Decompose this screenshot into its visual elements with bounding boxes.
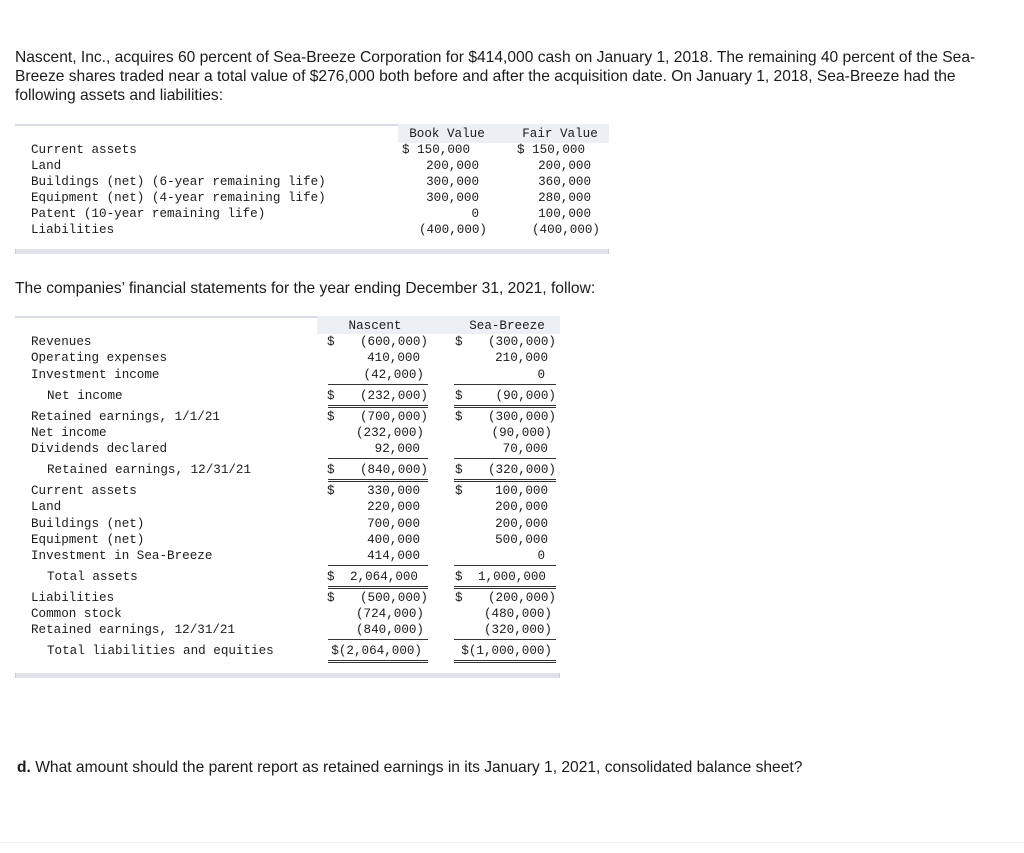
sea-breeze-value: 100,000 (495, 484, 548, 498)
table-row-label: Investment income (31, 368, 160, 382)
table-row-label: Buildings (net) (31, 517, 145, 531)
table-cell-book: 300,000 (426, 175, 479, 189)
nascent-dollar-sign: $ (327, 335, 335, 349)
table-row-label: Retained earnings, 12/31/21 (47, 463, 252, 477)
total-double-rule (328, 405, 428, 408)
table-row-label: Revenues (31, 335, 92, 349)
total-double-rule (328, 660, 428, 663)
table-cell-fair: $ 150,000 (517, 143, 586, 157)
total-double-rule (328, 479, 428, 482)
subtotal-rule (328, 458, 428, 459)
nascent-value: 700,000 (367, 517, 420, 531)
sea-breeze-value: 210,000 (495, 351, 548, 365)
table-row-label: Current assets (31, 484, 137, 498)
table-row-label: Liabilities (31, 591, 115, 605)
nascent-dollar-sign: $ (327, 591, 335, 605)
nascent-value: (42,000) (363, 368, 424, 382)
nascent-value: (840,000) (355, 623, 424, 637)
sea-breeze-dollar-sign: $ (455, 389, 463, 403)
sea-breeze-value: (90,000) (495, 389, 556, 403)
question-text: What amount should the parent report as retained earnings in its January 1, 2021, consolidated balance sheet? (35, 759, 803, 776)
subtotal-rule (328, 639, 428, 640)
nascent-value: 330,000 (367, 484, 420, 498)
bottom-divider (0, 842, 1024, 843)
question-d (17, 758, 1007, 777)
nascent-dollar-sign: $ (327, 570, 335, 584)
nascent-value: (232,000) (359, 389, 428, 403)
sea-breeze-dollar-sign: $ (455, 484, 463, 498)
nascent-value: (700,000) (359, 410, 428, 424)
sea-breeze-dollar-sign: $ (455, 410, 463, 424)
sea-breeze-value: (300,000) (487, 410, 556, 424)
subtotal-rule (328, 384, 428, 385)
total-double-rule (328, 586, 428, 589)
sea-breeze-value: 200,000 (495, 500, 548, 514)
table-row-label: Patent (10-year remaining life) (31, 207, 266, 221)
table-row-label: Retained earnings, 1/1/21 (31, 410, 220, 424)
nascent-value: 2,064,000 (349, 570, 418, 584)
nascent-value: (840,000) (359, 463, 428, 477)
table-row-label: Common stock (31, 607, 122, 621)
table-cell-book: 0 (471, 207, 479, 221)
table-row-label: Buildings (net) (6-year remaining life) (31, 175, 326, 189)
nascent-value: (724,000) (355, 607, 424, 621)
sea-breeze-value: (90,000) (491, 426, 552, 440)
subtotal-rule (454, 384, 556, 385)
table-row-label: Current assets (31, 143, 137, 157)
nascent-value: (232,000) (355, 426, 424, 440)
table-row-label: Land (31, 500, 62, 514)
table-cell-book: $ 150,000 (402, 143, 471, 157)
nascent-dollar-sign: $ (327, 410, 335, 424)
sea-breeze-value: (300,000) (487, 335, 556, 349)
table-cell-fair: 100,000 (538, 207, 591, 221)
table-cell-book: 200,000 (426, 159, 479, 173)
nascent-header: Nascent (348, 319, 402, 333)
nascent-dollar-sign: $ (327, 389, 335, 403)
table-row-label: Operating expenses (31, 351, 168, 365)
table-row-label: Liabilities (31, 223, 115, 237)
nascent-dollar-sign: $ (327, 463, 335, 477)
sea-breeze-value: (200,000) (487, 591, 556, 605)
total-double-rule (454, 586, 556, 589)
table-cell-fair: 200,000 (538, 159, 591, 173)
problem-intro: Nascent, Inc., acquires 60 percent of Sea-Breeze Corporation for $414,000 cash on January 1, 2018. The remaining 40 percent of the Sea-Breeze shares traded near a total value of $276,000 both before and after the acquisition date. On January 1, 2018, Sea-Breeze had the following assets and liabilities: (15, 49, 976, 104)
sea-breeze-value: 70,000 (502, 442, 548, 456)
fair-value-header: Fair Value (522, 127, 598, 141)
sea-breeze-value: (320,000) (487, 463, 556, 477)
table-cell-fair: 360,000 (538, 175, 591, 189)
nascent-value: 92,000 (374, 442, 420, 456)
nascent-value: (600,000) (359, 335, 428, 349)
sea-breeze-dollar-sign: $ (455, 335, 463, 349)
sea-breeze-value: 500,000 (495, 533, 548, 547)
table-row-label: Net income (31, 426, 107, 440)
nascent-value: 414,000 (367, 549, 420, 563)
sea-breeze-value: (320,000) (483, 623, 552, 637)
nascent-value: 400,000 (367, 533, 420, 547)
sea-breeze-value: 200,000 (495, 517, 548, 531)
subtotal-rule (454, 565, 556, 566)
nascent-value: 410,000 (367, 351, 420, 365)
table-cell-fair: 280,000 (538, 191, 591, 205)
sea-breeze-header: Sea-Breeze (469, 319, 545, 333)
table-row-label: Net income (47, 389, 123, 403)
table-row-label: Total liabilities and equities (47, 644, 274, 658)
subtotal-rule (454, 639, 556, 640)
nascent-value: (500,000) (359, 591, 428, 605)
total-double-rule (454, 479, 556, 482)
book-value-header: Book Value (409, 127, 485, 141)
sea-breeze-value: (480,000) (483, 607, 552, 621)
subtotal-rule (328, 565, 428, 566)
nascent-value: 220,000 (367, 500, 420, 514)
sea-breeze-value: 1,000,000 (477, 570, 546, 584)
table-cell-book: 300,000 (426, 191, 479, 205)
table-row-label: Equipment (net) (31, 533, 145, 547)
sea-breeze-value: 0 (537, 549, 545, 563)
subtotal-rule (454, 458, 556, 459)
sea-breeze-dollar-sign: $ (455, 463, 463, 477)
total-double-rule (454, 405, 556, 408)
acquisition-values-table (15, 124, 609, 254)
sea-breeze-value: $(1,000,000) (461, 644, 552, 658)
table-row-label: Land (31, 159, 62, 173)
table-row-label: Total assets (47, 570, 138, 584)
statements-intro: The companies’ financial statements for the year ending December 31, 2021, follow: (15, 280, 596, 297)
question-label: d. (17, 759, 31, 776)
table-row-label: Investment in Sea-Breeze (31, 549, 213, 563)
nascent-value: $(2,064,000) (331, 644, 422, 658)
table-cell-book: (400,000) (418, 223, 487, 237)
table-row-label: Equipment (net) (4-year remaining life) (31, 191, 326, 205)
total-double-rule (454, 660, 556, 663)
table-cell-fair: (400,000) (531, 223, 600, 237)
table-row-label: Retained earnings, 12/31/21 (31, 623, 236, 637)
sea-breeze-dollar-sign: $ (455, 591, 463, 605)
table-row-label: Dividends declared (31, 442, 168, 456)
sea-breeze-dollar-sign: $ (455, 570, 463, 584)
nascent-dollar-sign: $ (327, 484, 335, 498)
sea-breeze-value: 0 (537, 368, 545, 382)
